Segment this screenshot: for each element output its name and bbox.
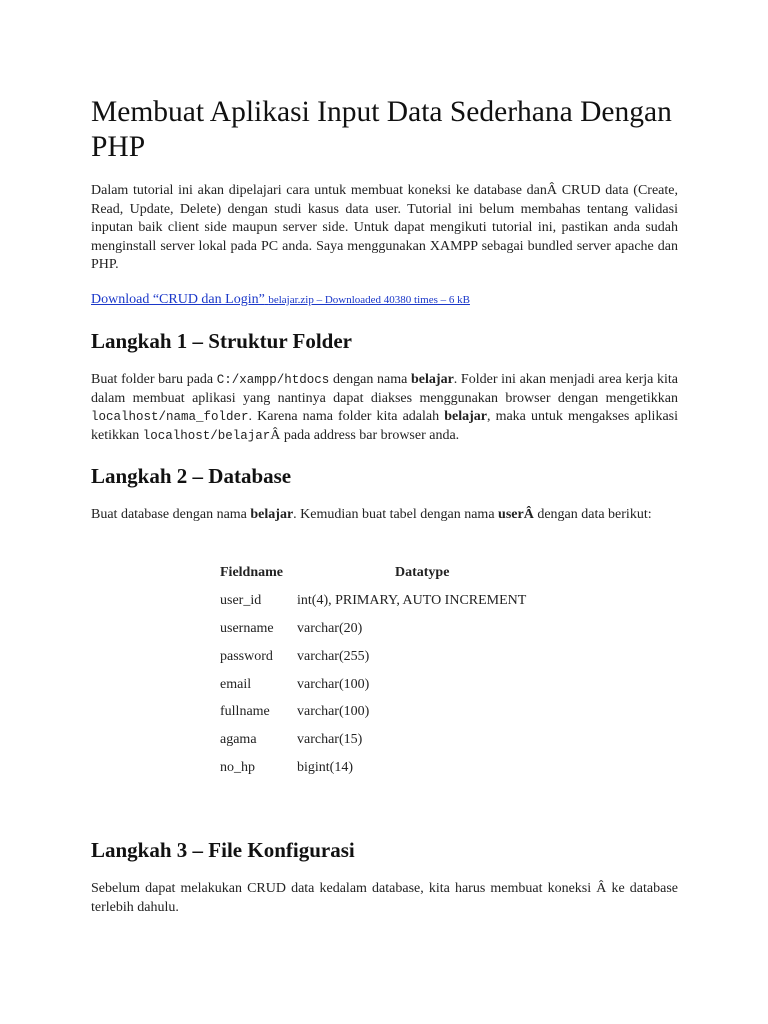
step1-text-2: dengan nama xyxy=(329,372,412,387)
step1-text-1: Buat folder baru pada xyxy=(91,372,217,387)
local-url-code: localhost/belajar xyxy=(142,428,271,443)
step1-text-6: Â pada address bar browser anda. xyxy=(270,427,460,443)
datatype-cell: int(4), PRIMARY, AUTO INCREMENT xyxy=(297,593,527,608)
url-code: localhost/nama_folder xyxy=(91,410,249,425)
step2-text-3: dengan data berikut: xyxy=(533,507,652,522)
table-name-bold: userÂ xyxy=(498,507,534,522)
datatype-cell: varchar(15) xyxy=(297,732,363,747)
datatype-cell: bigint(14) xyxy=(297,760,353,775)
datatype-cell: varchar(20) xyxy=(297,621,363,636)
step3-heading: Langkah 3 – File Konfigurasi xyxy=(91,838,355,862)
database-name-bold: belajar xyxy=(250,507,294,522)
step3-paragraph: Sebelum dapat melakukan CRUD data kedalam database, kita harus membuat koneksi Â ke database terlebih dahulu. xyxy=(91,881,678,915)
step1-text-5: , maka untuk mengakses aplikasi ketikkan xyxy=(91,409,678,443)
download-link-text: Download “CRUD dan Login” xyxy=(91,292,265,307)
step1-text-3: . Folder ini akan menjadi area kerja kita dalam membuat aplikasi yang nantinya dapat diakses menggunakan browser dengan mengetikkan xyxy=(91,372,678,406)
path-code: C:/xampp/htdocs xyxy=(216,373,330,387)
step1-heading: Langkah 1 – Struktur Folder xyxy=(91,329,352,353)
folder-name-bold-2: belajar xyxy=(444,409,487,425)
step2-paragraph xyxy=(91,506,678,525)
download-details: belajar.zip – Downloaded 40380 times – 6 kB xyxy=(268,294,470,306)
header-fieldname: Fieldname xyxy=(220,565,283,580)
fieldname-cell: fullname xyxy=(220,704,270,719)
header-datatype: Datatype xyxy=(395,565,450,580)
intro-paragraph: Dalam tutorial ini akan dipelajari cara untuk membuat koneksi ke database danÂ CRUD data (Create, Read, Update, Delete) dengan studi kasus data user. Tutorial ini belum membahas tentang validasi inputan baik client side maupun server side. Untuk dapat mengikuti tutorial ini, pastikan anda sudah menginstall server lokal pada PC anda. Saya menggunakan XAMPP sebagai bundled server apache dan PHP. xyxy=(91,183,678,273)
step1-text-4: . Karena nama folder kita adalah xyxy=(248,409,445,425)
fieldname-cell: username xyxy=(220,621,274,636)
step2-text-1: Buat database dengan nama xyxy=(91,507,251,522)
download-link[interactable] xyxy=(91,291,470,309)
fieldname-cell: password xyxy=(220,649,273,664)
fieldname-cell: email xyxy=(220,677,252,692)
datatype-cell: varchar(255) xyxy=(297,649,370,664)
fieldname-cell: agama xyxy=(220,732,257,747)
datatype-cell: varchar(100) xyxy=(297,704,370,719)
step1-paragraph xyxy=(91,371,678,445)
step2-text-2: . Kemudian buat tabel dengan nama xyxy=(293,507,499,522)
page-title: Membuat Aplikasi Input Data Sederhana Dengan PHP xyxy=(91,96,672,163)
fieldname-cell: no_hp xyxy=(220,760,255,775)
fieldname-cell: user_id xyxy=(220,593,262,608)
folder-name-bold: belajar xyxy=(411,372,454,387)
step2-heading: Langkah 2 – Database xyxy=(91,464,292,488)
datatype-cell: varchar(100) xyxy=(297,677,370,692)
